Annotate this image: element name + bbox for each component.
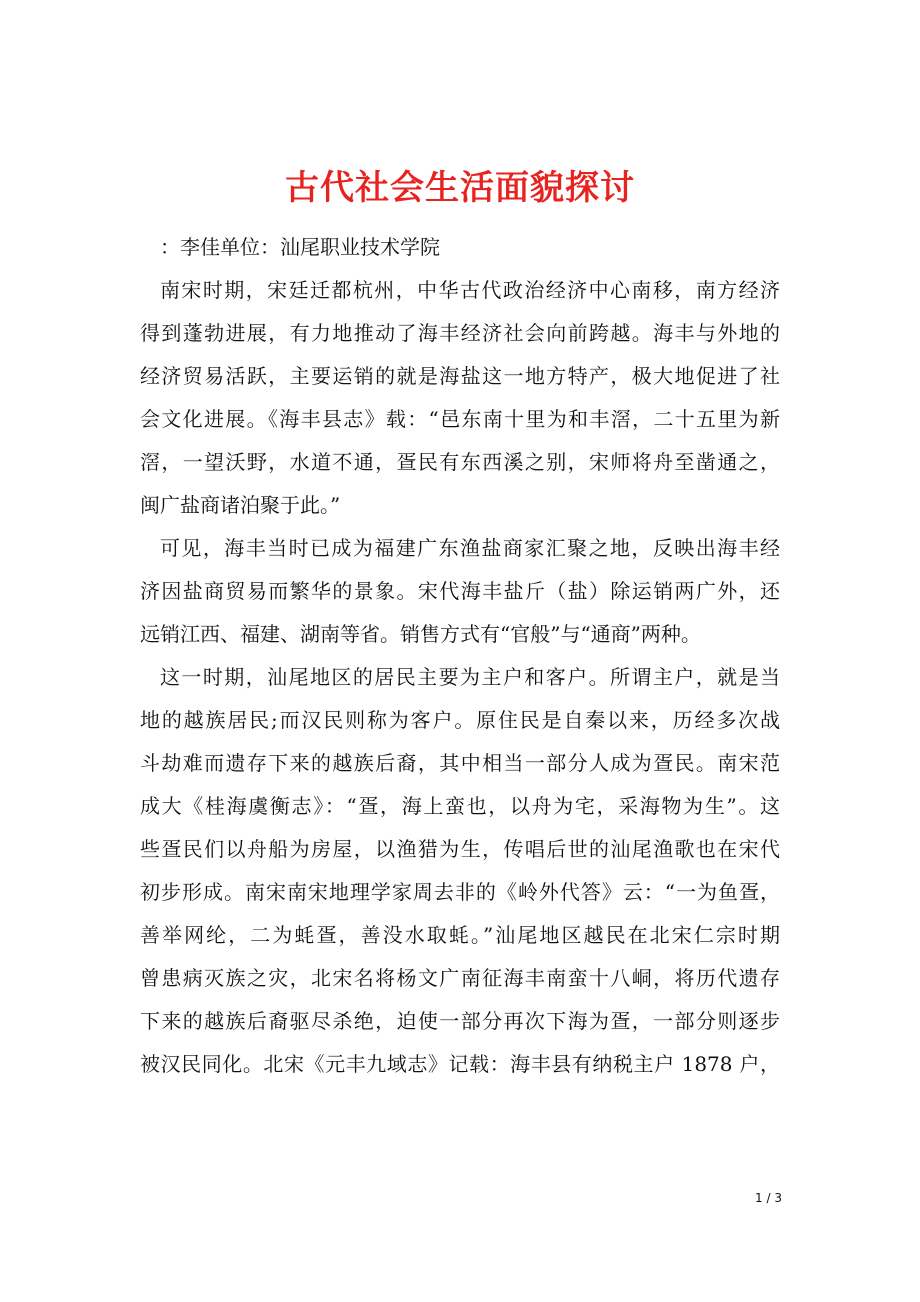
- paragraph-3-line-9: 下来的越族后裔驱尽杀绝，迫使一部分再次下海为疍，一部分则逐步: [140, 1009, 780, 1033]
- author-line: ：李佳单位：汕尾职业技术学院: [160, 235, 440, 259]
- paragraph-1-line-3: 经济贸易活跃，主要运销的就是海盐这一地方特产，极大地促进了社: [140, 364, 780, 388]
- paragraph-2-line-2: 济因盐商贸易而繁华的景象。宋代海丰盐斤（盐）除运销两广外，还: [140, 579, 780, 603]
- paragraph-3-line-1: 这一时期，汕尾地区的居民主要为主户和客户。所谓主户，就是当: [160, 665, 780, 689]
- paragraph-1-line-4: 会文化进展。《海丰县志》载：“邑东南十里为和丰滘，二十五里为新: [140, 407, 780, 431]
- paragraph-1-line-2: 得到蓬勃进展，有力地推动了海丰经济社会向前跨越。海丰与外地的: [140, 321, 780, 345]
- document-title: 古代社会生活面貌探讨: [285, 167, 635, 208]
- paragraph-3-line-3: 斗劫难而遗存下来的越族后裔，其中相当一部分人成为疍民。南宋范: [140, 751, 780, 775]
- paragraph-3-line-7: 善举网纶，二为蚝疍，善没水取蚝。”汕尾地区越民在北宋仁宗时期: [140, 923, 780, 947]
- paragraph-3-line-10: 被汉民同化。北宋《元丰九域志》记载：海丰县有纳税主户 1878 户，: [140, 1052, 780, 1076]
- paragraph-3-line-2: 地的越族居民;而汉民则称为客户。原住民是自秦以来，历经多次战: [140, 708, 780, 732]
- document-body: [140, 226, 780, 1086]
- paragraph-2-line-3: 远销江西、福建、湖南等省。销售方式有“官般”与“通商”两种。: [140, 622, 701, 646]
- paragraph-1-line-5: 滘，一望沃野，水道不通，疍民有东西溪之别，宋师将舟至凿通之，: [140, 450, 780, 474]
- paragraph-2-line-1: 可见，海丰当时已成为福建广东渔盐商家汇聚之地，反映出海丰经: [160, 536, 780, 560]
- paragraph-3-line-6: 初步形成。南宋南宋地理学家周去非的《岭外代答》云：“一为鱼疍，: [140, 880, 780, 904]
- paragraph-1-line-1: 南宋时期，宋廷迁都杭州，中华古代政治经济中心南移，南方经济: [160, 278, 780, 302]
- page-number: 1 / 3: [755, 1191, 782, 1205]
- paragraph-3-line-5: 些疍民们以舟船为房屋，以渔猎为生，传唱后世的汕尾渔歌也在宋代: [140, 837, 780, 861]
- paragraph-3-line-8: 曾患病灭族之灾，北宋名将杨文广南征海丰南蛮十八峒，将历代遗存: [140, 966, 780, 990]
- paragraph-3-line-4: 成大《桂海虞衡志》：“疍，海上蛮也，以舟为宅，采海物为生”。这: [140, 794, 780, 818]
- paragraph-1-line-6: 闽广盐商诸泊聚于此。”: [140, 493, 341, 517]
